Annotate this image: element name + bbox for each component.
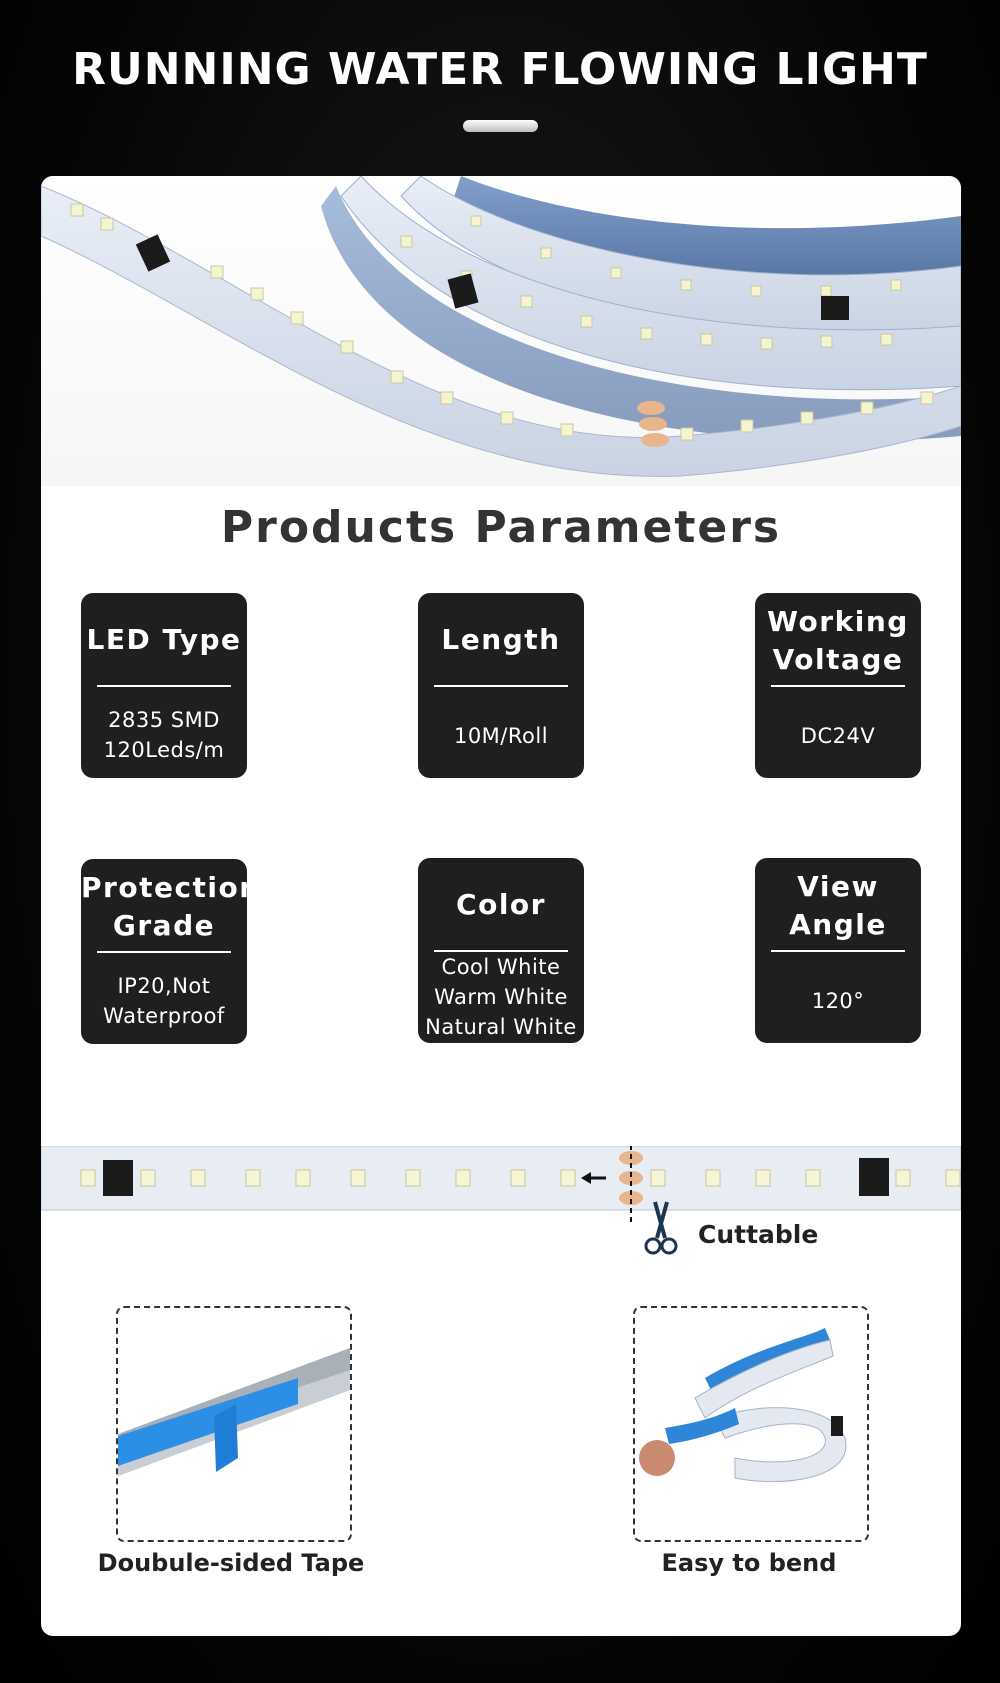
- param-name: Color: [456, 888, 546, 921]
- divider: [97, 685, 231, 687]
- section-title: Products Parameters: [220, 502, 782, 553]
- param-value: 120°: [811, 989, 865, 1013]
- tape-caption: Doubule-sided Tape: [97, 1549, 365, 1577]
- led-strip-coil-illustration: [41, 176, 961, 486]
- divider: [771, 950, 905, 952]
- scissors-icon: [643, 1200, 679, 1256]
- tape-photo-illustration: [118, 1308, 350, 1540]
- param-color: [418, 858, 584, 1043]
- param-value: DC24V: [800, 724, 876, 748]
- param-view-angle: [755, 858, 921, 1043]
- param-value: 10M/Roll: [453, 724, 549, 748]
- cuttable-label: Cuttable: [698, 1220, 819, 1249]
- param-length: [418, 593, 584, 778]
- param-value: IP20,Not Waterproof: [103, 974, 225, 1028]
- led-strip-hero-image: [41, 176, 961, 486]
- content-card: [41, 176, 961, 1636]
- param-name: Protection Grade: [81, 871, 261, 942]
- param-protection-grade: [81, 859, 261, 1044]
- param-name: LED Type: [86, 623, 242, 656]
- divider: [97, 951, 231, 953]
- param-working-voltage: [755, 593, 921, 778]
- bend-photo-illustration: [635, 1308, 867, 1540]
- param-led-type: [81, 593, 247, 778]
- divider: [434, 685, 568, 687]
- param-name: View Angle: [789, 870, 887, 941]
- bend-photo: [633, 1306, 869, 1542]
- cuttable-strip-image: [41, 1146, 961, 1236]
- param-value: 2835 SMD 120Leds/m: [103, 708, 225, 762]
- param-name: Working Voltage: [767, 605, 909, 676]
- param-value: Cool White Warm White Natural White: [425, 955, 577, 1039]
- tape-photo: [116, 1306, 352, 1542]
- divider: [771, 685, 905, 687]
- page-title: RUNNING WATER FLOWING LIGHT: [72, 44, 928, 95]
- param-name: Length: [441, 623, 561, 656]
- straight-strip-illustration: [41, 1146, 961, 1276]
- bend-caption: Easy to bend: [661, 1549, 837, 1577]
- title-underline: [463, 120, 538, 132]
